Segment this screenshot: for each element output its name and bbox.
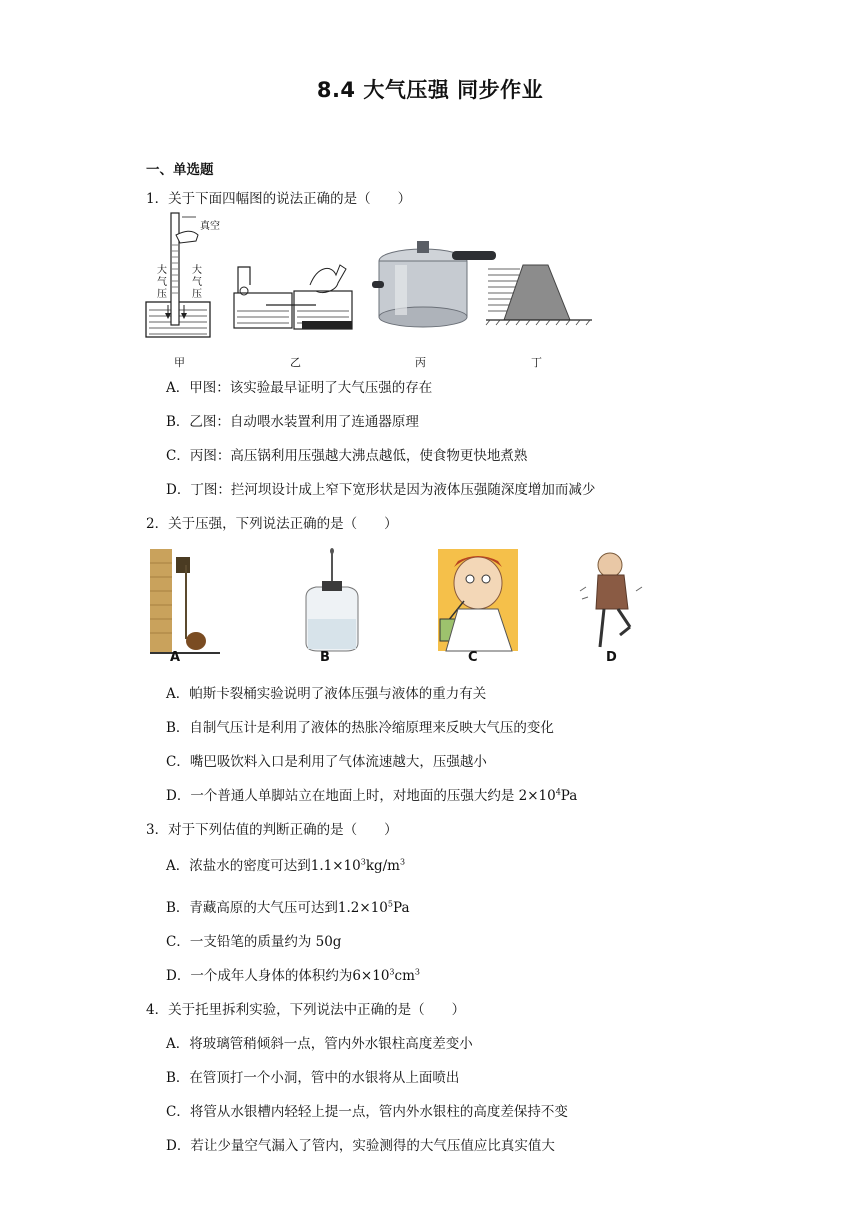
caption-yi: 乙 xyxy=(290,356,301,369)
q4-option-a: A．将玻璃管稍倾斜一点，管内外水银柱高度差变小 xyxy=(166,1036,473,1052)
q2-option-b: B．自制气压计是利用了液体的热胀冷缩原理来反映大气压的变化 xyxy=(166,720,554,736)
caption-c: C xyxy=(468,650,478,665)
caption-jia: 甲 xyxy=(174,356,185,369)
svg-text:大: 大 xyxy=(157,265,167,276)
q3-option-d: D．一个成年人身体的体积约为$6\times 10^3cm^3$ xyxy=(166,967,420,984)
section-heading: 一、单选题 xyxy=(146,162,214,178)
q3-stem: 3．对于下列估值的判断正确的是（ ） xyxy=(146,822,398,838)
q3-option-c: C．一支铅笔的质量约为 50g xyxy=(166,934,342,950)
svg-text:气: 气 xyxy=(192,277,202,288)
q3-option-a: A．浓盐水的密度可达到$1.1\times 10^3kg/m^3$ xyxy=(166,857,406,874)
homemade-barometer-illustration xyxy=(306,548,358,651)
q2-stem: 2．关于压强，下列说法正确的是（ ） xyxy=(146,516,398,532)
q1-option-b: B．乙图：自动喂水装置利用了连通器原理 xyxy=(166,414,419,430)
one-foot-standing-illustration xyxy=(580,553,642,647)
q1-option-c: C．丙图：高压锅利用压强越大沸点越低，使食物更快地煮熟 xyxy=(166,448,528,464)
svg-text:气: 气 xyxy=(157,277,167,288)
q1-option-d: D．丁图：拦河坝设计成上窄下宽形状是因为液体压强随深度增加而减少 xyxy=(166,482,596,498)
q4-stem: 4．关于托里拆利实验，下列说法中正确的是（ ） xyxy=(146,1002,466,1018)
vacuum-label: 真空 xyxy=(200,221,220,232)
dam-diagram xyxy=(486,265,592,325)
q4-option-c: C．将管从水银槽内轻轻上提一点，管内外水银柱的高度差保持不变 xyxy=(166,1104,568,1120)
caption-bing: 丙 xyxy=(415,356,426,369)
pascal-barrel-illustration xyxy=(150,549,220,653)
caption-b: B xyxy=(320,650,330,665)
caption-a: A xyxy=(170,650,181,665)
q3-option-b: B．青藏高原的大气压可达到$1.2\times 10^5Pa$ xyxy=(166,899,410,916)
q2-option-d: D．一个普通人单脚站立在地面上时，对地面的压强大约是 $2\times 10^4Pa$ xyxy=(166,787,578,804)
q2-option-a: A．帕斯卡裂桶实验说明了液体压强与液体的重力有关 xyxy=(166,686,487,702)
pressure-cooker-illustration xyxy=(372,241,496,327)
svg-text:压: 压 xyxy=(192,289,202,300)
q1-option-a: A．甲图：该实验最早证明了大气压强的存在 xyxy=(166,380,433,396)
svg-text:大: 大 xyxy=(192,265,202,276)
q2-figure xyxy=(146,543,648,655)
page-title: 8.4 大气压强 同步作业 xyxy=(316,78,544,102)
caption-ding: 丁 xyxy=(531,356,542,369)
svg-text:压: 压 xyxy=(157,289,167,300)
q4-option-d: D．若让少量空气漏入了管内，实验测得的大气压值应比真实值大 xyxy=(166,1138,555,1154)
q1-figure xyxy=(140,205,600,375)
q2-option-c: C．嘴巴吸饮料入口是利用了气体流速越大，压强越小 xyxy=(166,754,487,770)
straw-drinking-illustration xyxy=(438,549,518,651)
caption-d: D xyxy=(606,650,617,665)
q4-option-b: B．在管顶打一个小洞，管中的水银将从上面喷出 xyxy=(166,1070,460,1086)
q1-stem: 1．关于下面四幅图的说法正确的是（ ） xyxy=(146,191,412,207)
water-feeder-diagram xyxy=(234,265,352,329)
